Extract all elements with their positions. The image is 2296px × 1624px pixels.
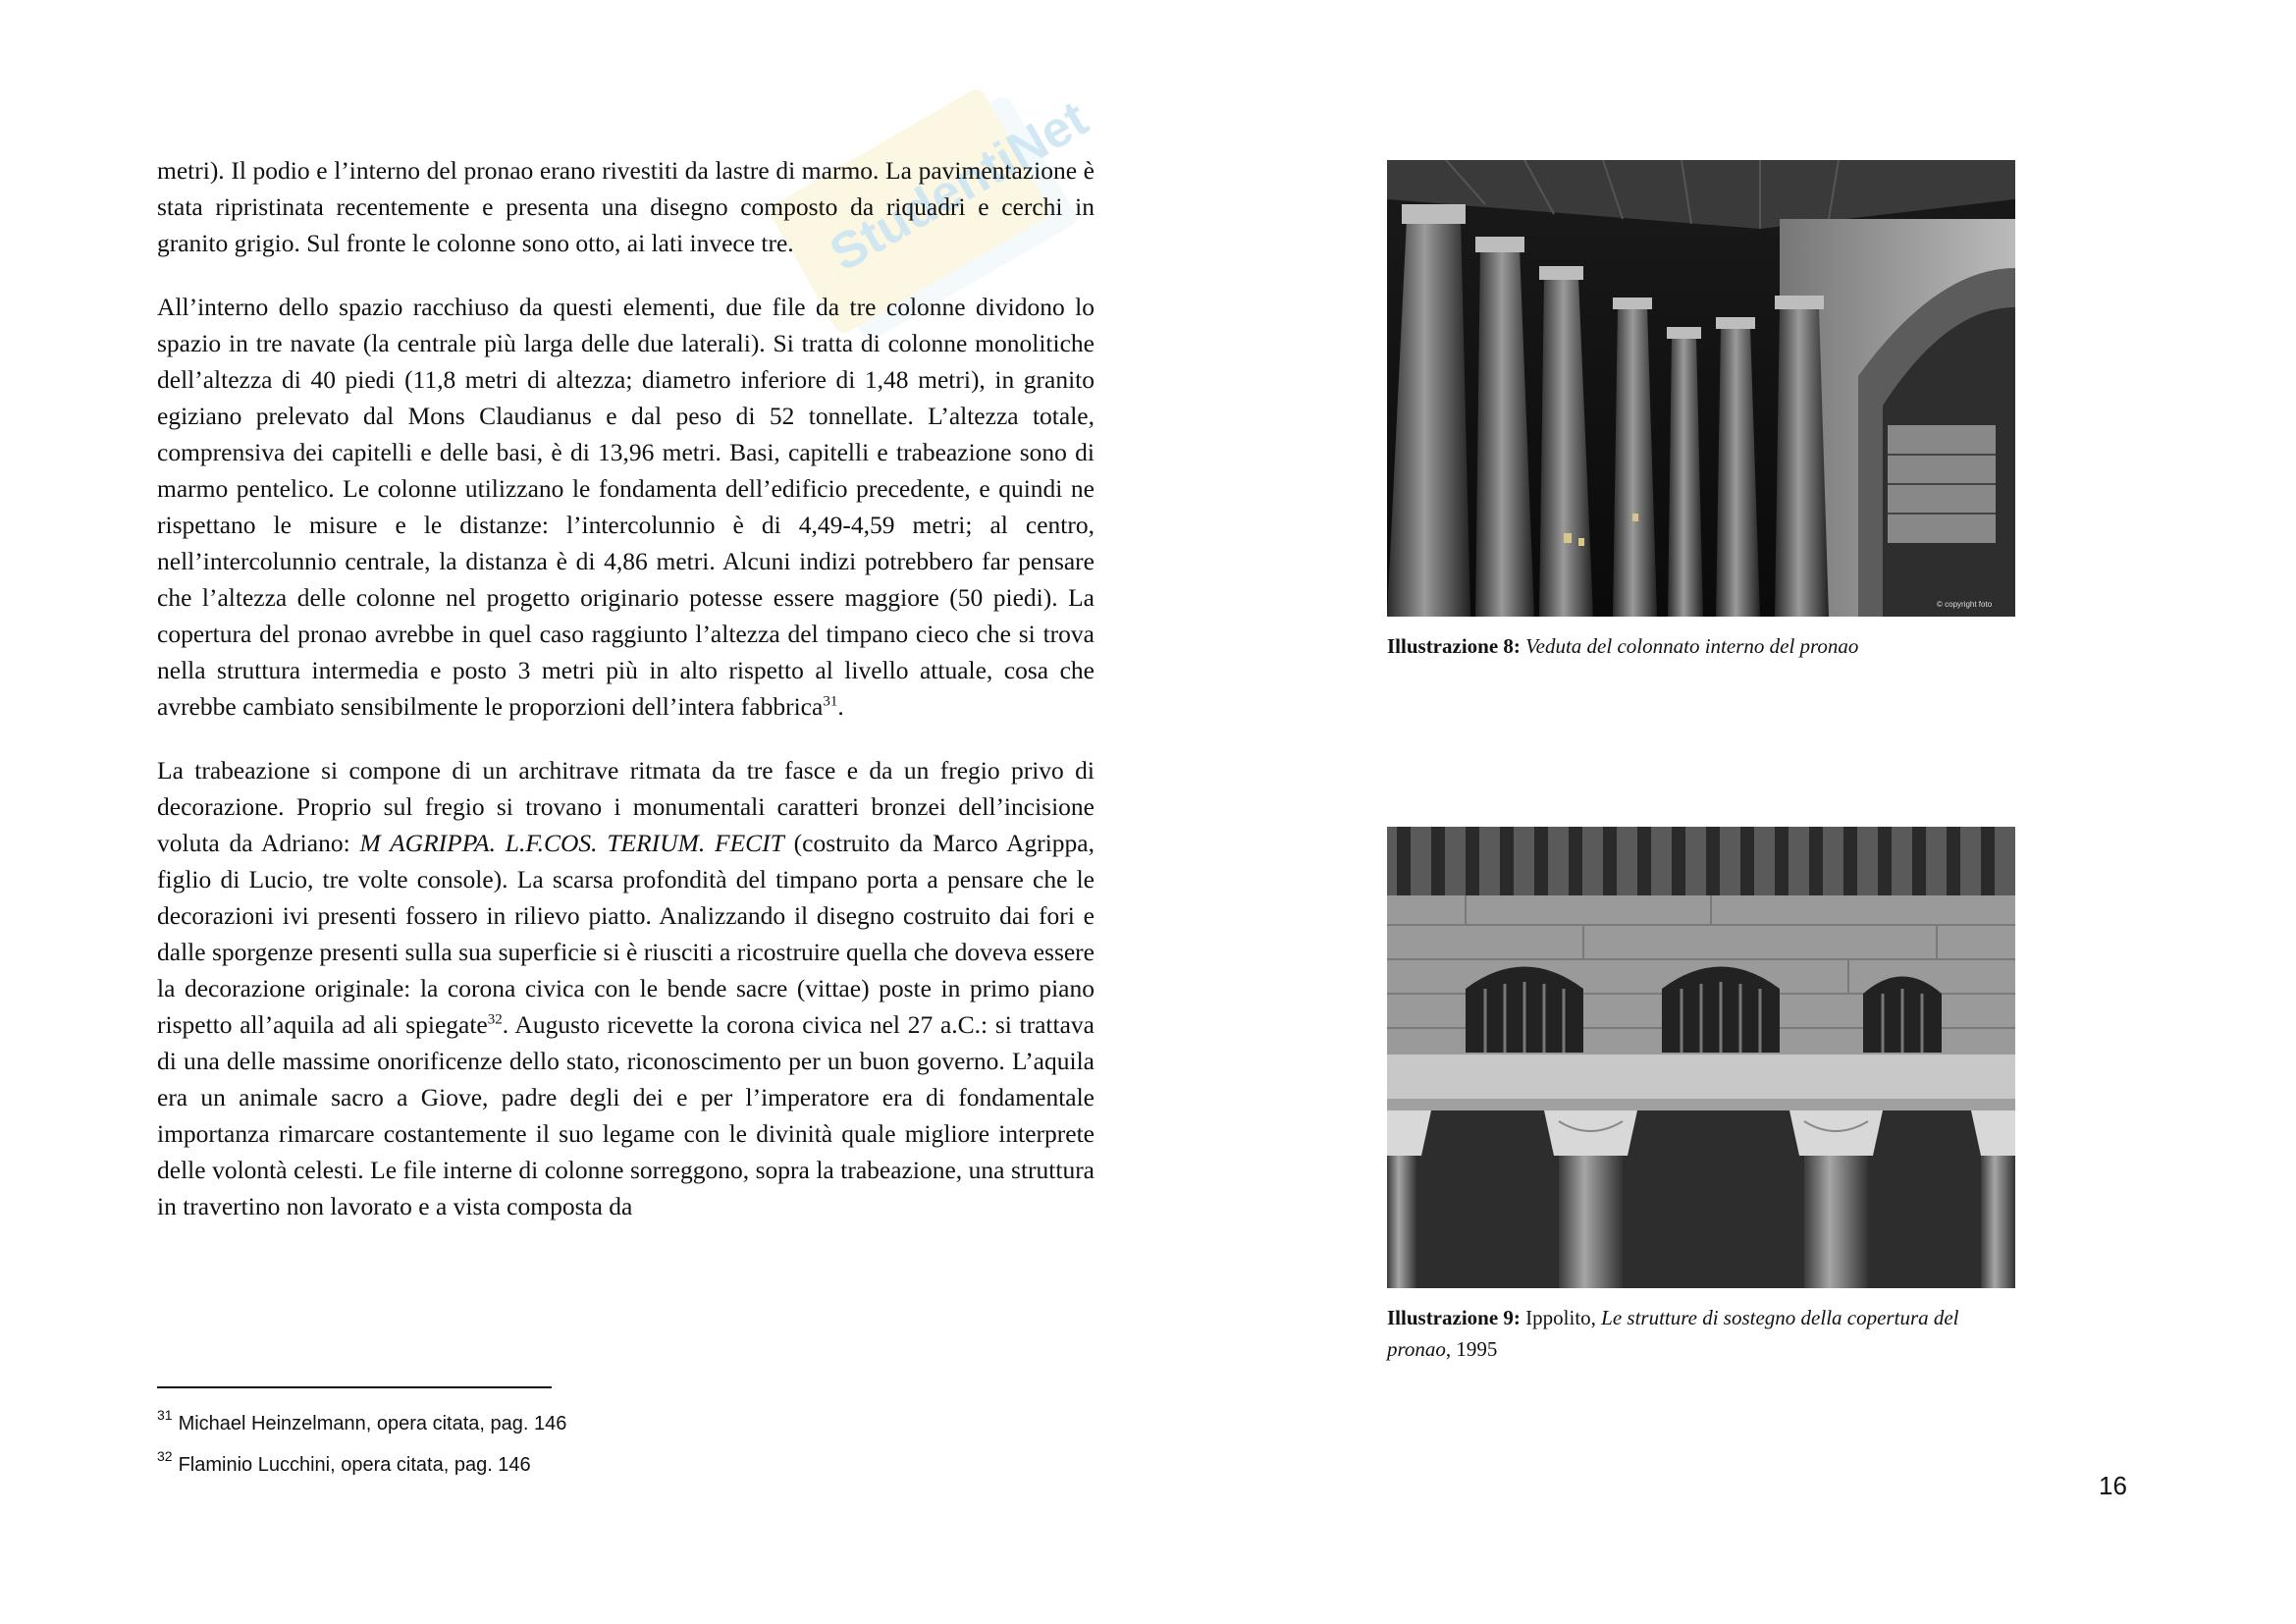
paragraph-1: metri). Il podio e l’interno del pronao erano rivestiti da lastre di marmo. La pavimentazione è stata ripristinata recentemente e presenta una disegno composto da riquadri e cerchi in granito grigio. Sul fronte le colonne sono otto, ai lati invece tre. [157, 156, 1095, 257]
photo-roof-support-structures [1387, 827, 2015, 1288]
caption-figure-9: Illustrazione 9: Ippolito, Le strutture di sostegno della copertura del pronao, 1995 [1387, 1306, 1959, 1361]
caption-figure-8: Illustrazione 8: Veduta del colonnato interno del pronao [1387, 634, 1859, 658]
footnote-ref-32[interactable]: 32 [487, 1011, 503, 1028]
body-text [157, 152, 1095, 1252]
figure-9 [1387, 827, 2015, 1365]
page-number: 16 [2099, 1471, 2127, 1500]
paragraph-3: La trabeazione si compone di un architrave ritmata da tre fasce e da un fregio privo di decorazione. Proprio sul fregio si trovano i monumentali caratteri bronzei dell’incisione voluta da Adriano: M AGRIPPA. L.F.COS. TERIUM. FECIT (costruito da Marco Agrippa, figlio di Lucio, tre volte console). La scarsa profondità del timpano porta a pensare che le decorazioni ivi presenti fossero in rilievo piatto. Analizzando il disegno costruito dai fori e dalle sporgenze presenti sulla sua superficie si è riusciti a ricostruire quella che doveva essere la decorazione originale: la corona civica con le bende sacre (vittae) poste in primo piano rispetto all’aquila ad ali spiegate$^{32}$. Augusto ricevette la corona civica nel 27 a.C.: si trattava di una delle massime onorificenze dello stato, riconoscimento per un buon governo. L’aquila era un animale sacro a Giove, padre degli dei e per l’imperatore era di fondamentale importanza rimarcare costantemente il suo legame con le divinità quale migliore interprete delle volontà celesti. Le file interne di colonne sorreggono, sopra la trabeazione, una struttura in travertino non lavorato e a vista composta da [157, 756, 1095, 1220]
inscription-text: M AGRIPPA. L.F.COS. TERIUM. FECIT [359, 829, 784, 857]
footnote-31: $^{31}$ Michael Heinzelmann, opera citata, pag. 146 [157, 1407, 567, 1435]
figure-8 [1387, 160, 2015, 662]
photo-colonnade-interior [1387, 160, 2015, 617]
paragraph-2: All’interno dello spazio racchiuso da questi elementi, due file da tre colonne dividono lo spazio in tre navate (la centrale più larga delle due laterali). Si tratta di colonne monolitiche dell’altezza di 40 piedi (11,8 metri di altezza; diametro inferiore di 1,48 metri), in granito egiziano prelevato dal Mons Claudianus e dal peso di 52 tonnellate. L’altezza totale, comprensiva dei capitelli e delle basi, è di 13,96 metri. Basi, capitelli e trabeazione sono di marmo pentelico. Le colonne utilizzano le fondamenta dell’edificio precedente, e quindi ne rispettano le misure e le distanze: l’intercolunnio è di 4,49-4,59 metri; al centro, nell’intercolunnio centrale, la distanza è di 4,86 metri. Alcuni indizi potrebbero far pensare che l’altezza delle colonne nel progetto originario potesse essere maggiore (50 piedi). La copertura del pronao avrebbe in quel caso raggiunto l’altezza del timpano cieco che si trova nella struttura intermedia e posto 3 metri più in alto rispetto al livello attuale, cosa che avrebbe cambiato sensibilmente le proporzioni dell’intera fabbrica$^{31}$. [157, 293, 1095, 721]
footnote-separator [157, 1386, 552, 1388]
footnote-32: $^{32}$ Flaminio Lucchini, opera citata, pag. 146 [157, 1448, 531, 1476]
footnotes [157, 1399, 844, 1482]
footnote-ref-31[interactable]: 31 [823, 693, 838, 710]
watermark-text: StudentiNet [821, 89, 1097, 283]
photo-credit: © copyright foto [1937, 600, 1993, 609]
